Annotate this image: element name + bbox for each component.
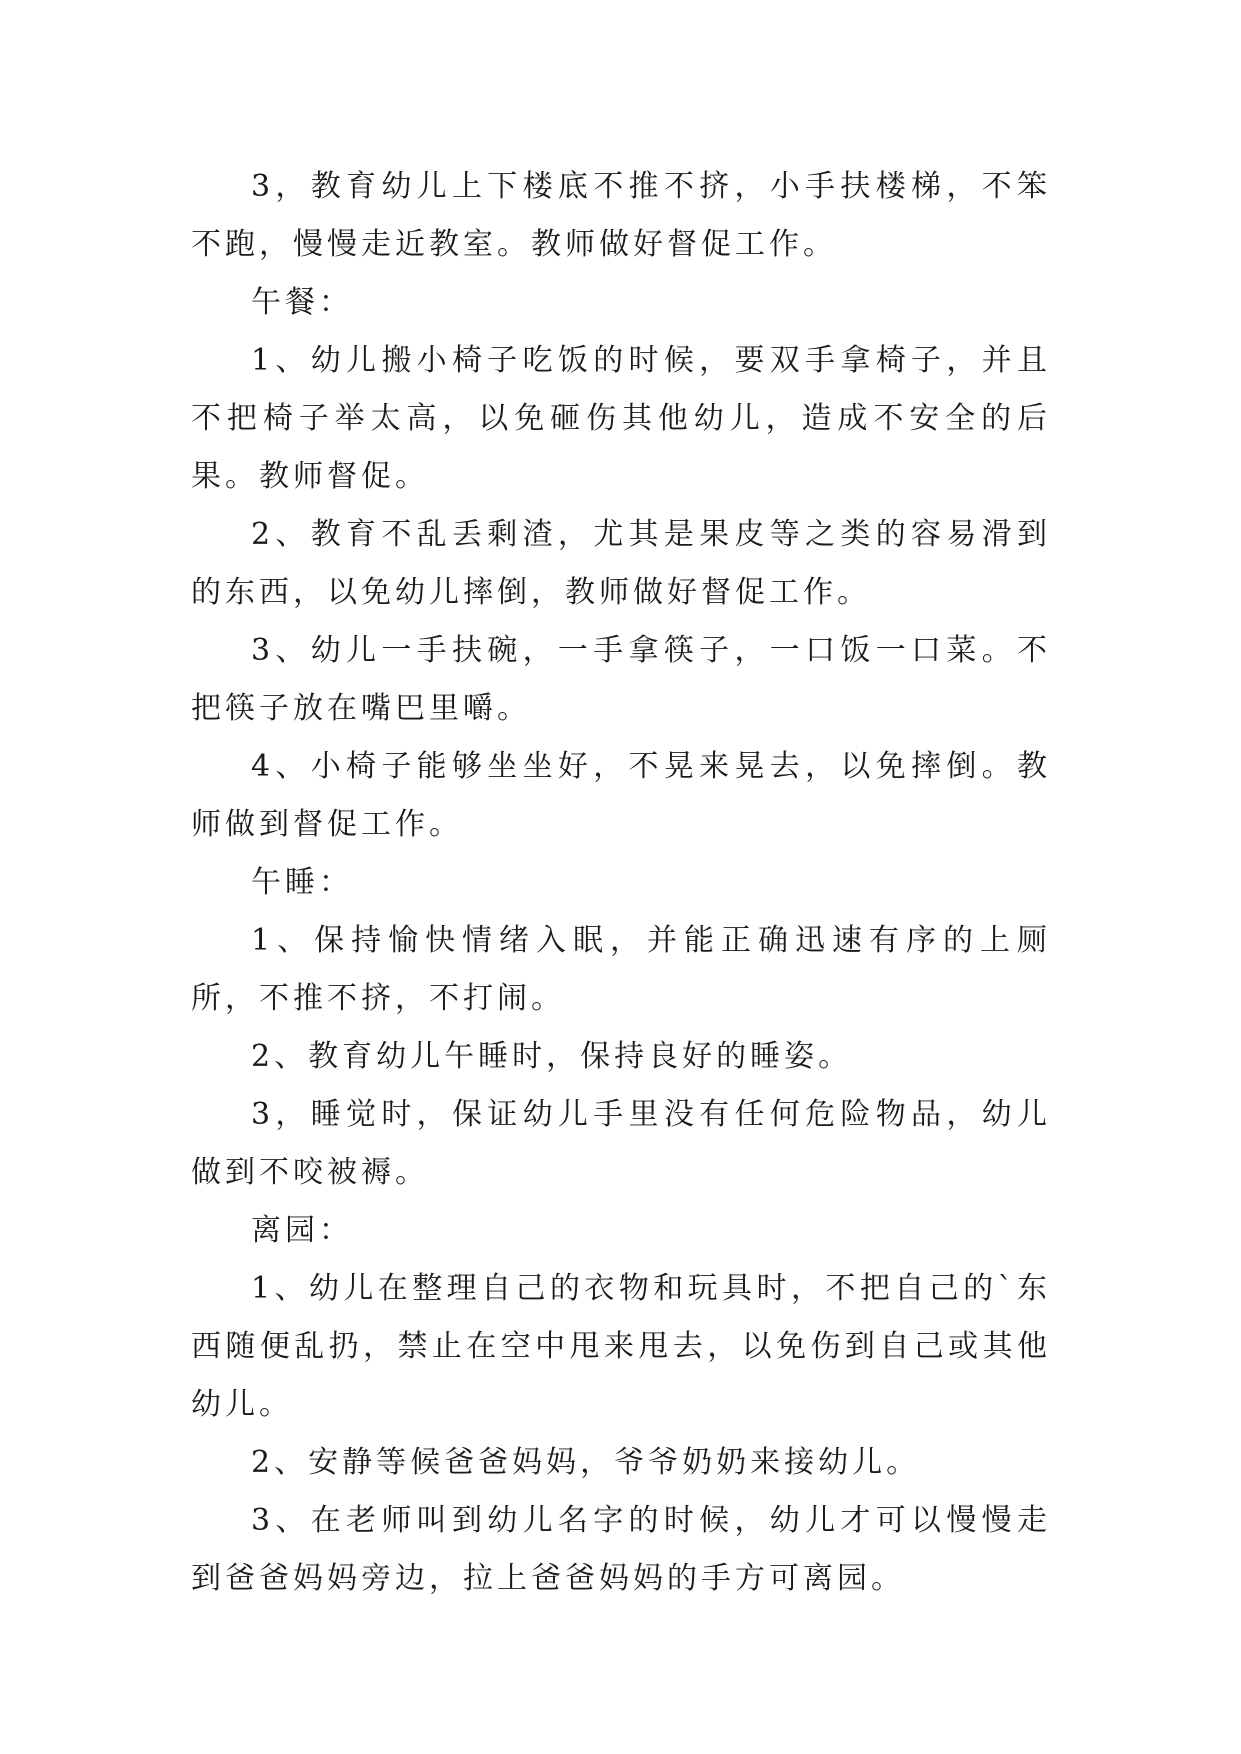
paragraph-lunch-2: 2、教育不乱丢剩渣，尤其是果皮等之类的容易滑到的东西，以免幼儿摔倒，教师做好督促工作。 [191, 517, 1051, 610]
heading-leaving: 离园： [251, 1213, 353, 1248]
paragraph-lunch-1: 1、幼儿搬小椅子吃饭的时候，要双手拿椅子，并且不把椅子举太高，以免砸伤其他幼儿，造成不安全的后果。教师督促。 [191, 343, 1051, 494]
paragraph-nap-3: 3，睡觉时，保证幼儿手里没有任何危险物品，幼儿做到不咬被褥。 [191, 1097, 1051, 1190]
heading-nap: 午睡： [251, 865, 353, 900]
document-body [191, 158, 1051, 1608]
heading-lunch: 午餐： [251, 285, 353, 320]
paragraph-leaving-2: 2、安静等候爸爸妈妈，爷爷奶奶来接幼儿。 [251, 1445, 921, 1480]
paragraph-leaving-3: 3、在老师叫到幼儿名字的时候，幼儿才可以慢慢走到爸爸妈妈旁边，拉上爸爸妈妈的手方可离园。 [191, 1503, 1051, 1596]
paragraph-leaving-1: 1、幼儿在整理自己的衣物和玩具时，不把自己的`东西随便乱扔，禁止在空中甩来甩去，以免伤到自己或其他幼儿。 [191, 1271, 1051, 1422]
paragraph-lunch-4: 4、小椅子能够坐坐好，不晃来晃去，以免摔倒。教师做到督促工作。 [191, 749, 1051, 842]
paragraph-lunch-3: 3、幼儿一手扶碗，一手拿筷子，一口饭一口菜。不把筷子放在嘴巴里嚼。 [191, 633, 1051, 726]
paragraph-nap-1: 1、保持愉快情绪入眠，并能正确迅速有序的上厕所，不推不挤，不打闹。 [191, 923, 1051, 1016]
paragraph-nap-2: 2、教育幼儿午睡时，保持良好的睡姿。 [251, 1039, 853, 1074]
paragraph-stairs-3: 3，教育幼儿上下楼底不推不挤，小手扶楼梯，不笨不跑，慢慢走近教室。教师做好督促工作。 [191, 169, 1051, 262]
